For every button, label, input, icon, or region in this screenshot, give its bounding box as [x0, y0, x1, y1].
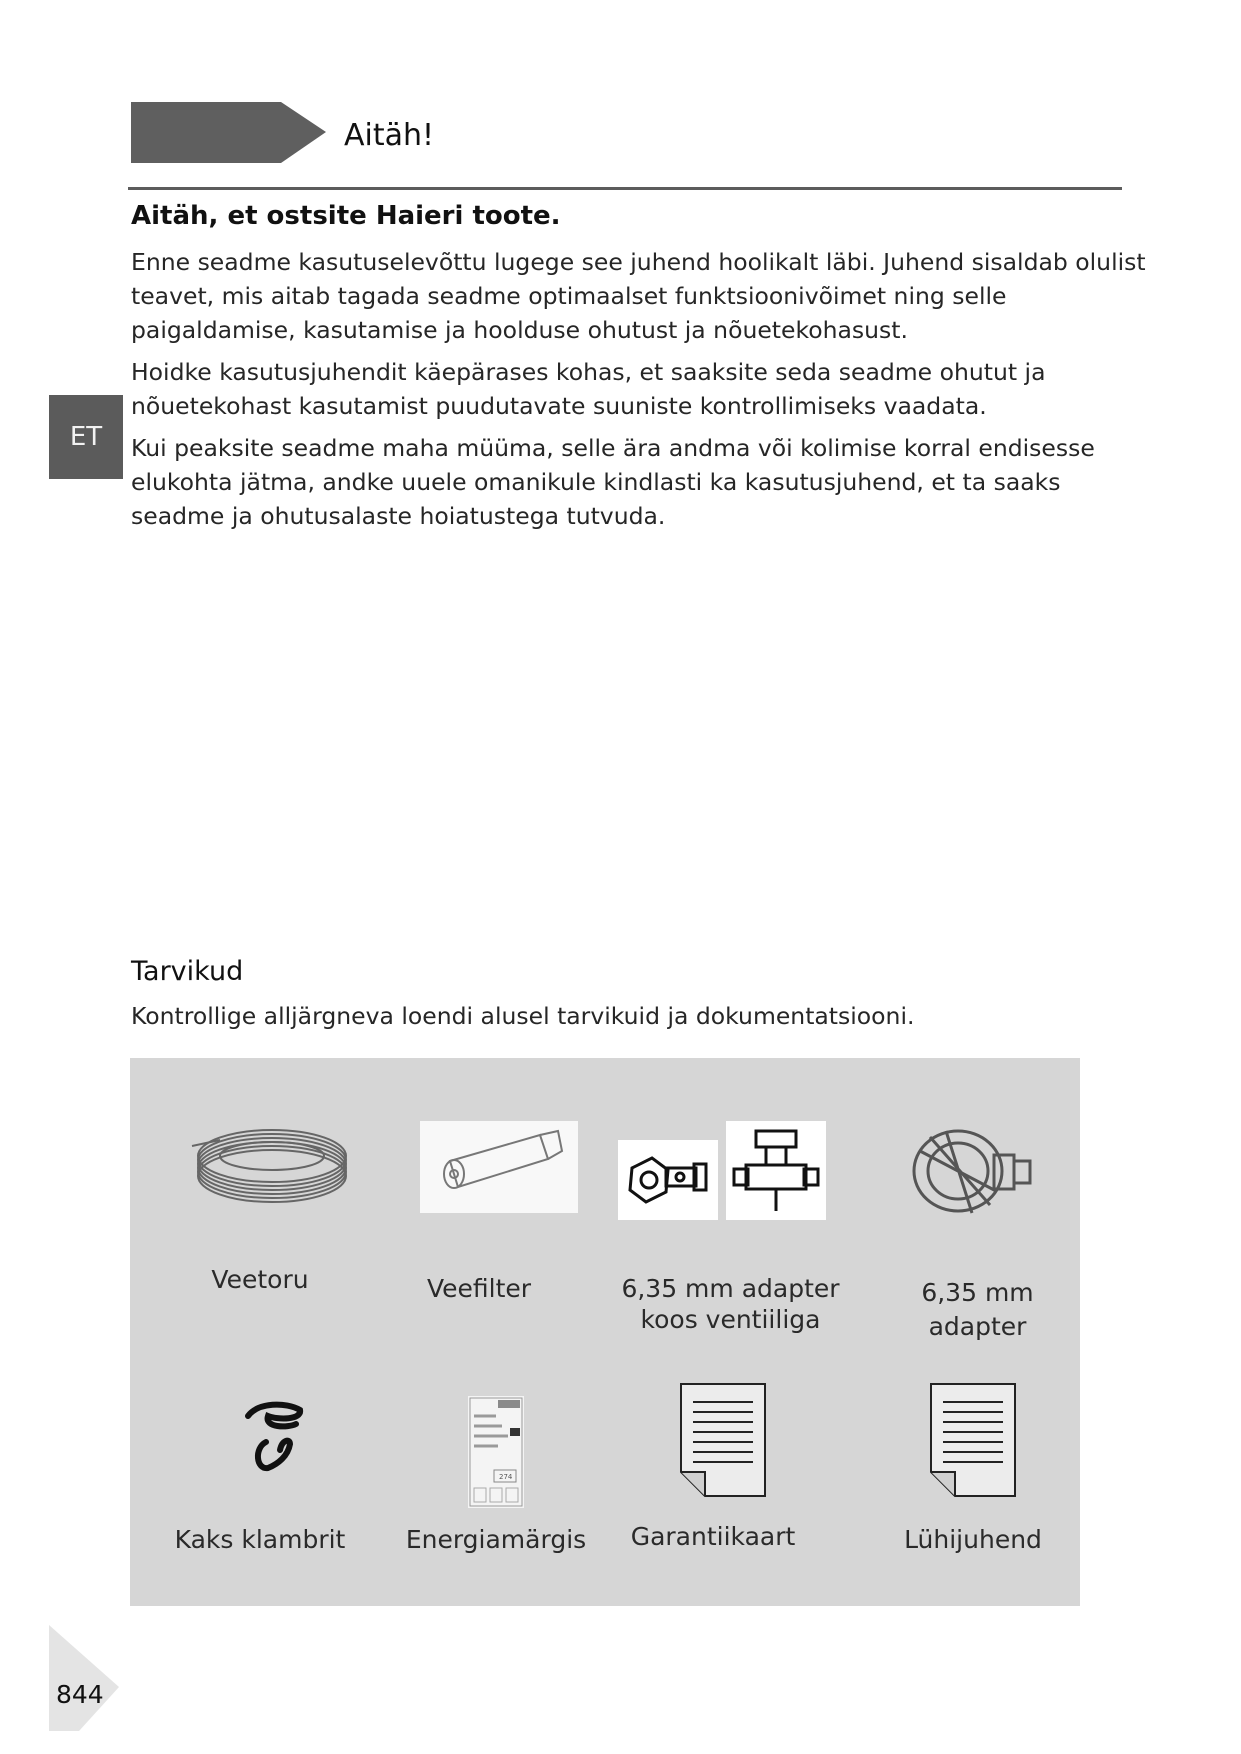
accessories-panel	[130, 1058, 1080, 1606]
valve-icon	[726, 1121, 826, 1220]
language-tab: ET	[49, 395, 123, 479]
item-label-quick-guide: Lühijuhend	[904, 1525, 1042, 1554]
clips-icon	[238, 1398, 310, 1480]
accessories-subtitle: Kontrollige alljärgneva loendi alusel tarvikuid ja dokumentatsiooni.	[131, 1002, 915, 1030]
header-divider	[128, 187, 1122, 190]
item-label-adapter-line2: adapter	[928, 1312, 1027, 1341]
water-pipe-coil-icon	[190, 1116, 350, 1208]
page-corner-shape	[49, 1625, 119, 1731]
page-number: 844	[56, 1680, 104, 1709]
adapter-with-valve-icon	[618, 1140, 718, 1220]
accessories-heading: Tarvikud	[131, 956, 244, 987]
item-label-clips: Kaks klambrit	[174, 1525, 346, 1554]
intro-heading: Aitäh, et ostsite Haieri toote.	[131, 201, 561, 231]
document-icon	[675, 1380, 771, 1502]
item-label-adapter-valve-line2: koos ventiiliga	[640, 1305, 821, 1334]
energy-label-number: 274	[499, 1473, 513, 1481]
item-label-water-pipe: Veetoru	[211, 1265, 309, 1294]
intro-paragraph: Enne seadme kasutuselevõttu lugege see juhend hoolikalt läbi. Juhend sisaldab olulist teavet, mis aitab tagada seadme optimaalset funktsioonivõimet ning selle paigaldamise, kasutamise ja hoolduse ohutust ja nõuetekohasust.	[131, 248, 1146, 344]
header-title: Aitäh!	[344, 118, 435, 153]
intro-paragraph: Hoidke kasutusjuhendit käepärases kohas, et saaksite seda seadme ohutut ja nõuetekohast kasutamist puudutavate suuniste kontrollimiseks vaadata.	[131, 358, 1046, 420]
item-label-adapter-line1: 6,35 mm	[921, 1278, 1034, 1307]
header-arrow-shape	[131, 102, 326, 163]
adapter-icon	[910, 1121, 1038, 1223]
document-icon	[925, 1380, 1021, 1502]
intro-text	[131, 245, 1161, 541]
item-label-water-filter: Veefilter	[426, 1274, 532, 1303]
item-label-warranty-card: Garantiikaart	[630, 1522, 796, 1551]
water-filter-icon	[420, 1121, 578, 1213]
item-label-energy-label: Energiamärgis	[405, 1525, 587, 1554]
item-label-adapter-valve-line1: 6,35 mm adapter	[621, 1274, 840, 1303]
energy-label-icon	[468, 1396, 524, 1508]
intro-paragraph: Kui peaksite seadme maha müüma, selle ära andma või kolimise korral endisesse elukohta jätma, andke uuele omanikule kindlasti ka kasutusjuhend, et ta saaks seadme ja ohutusalaste hoiatustega tutvuda.	[131, 434, 1095, 530]
